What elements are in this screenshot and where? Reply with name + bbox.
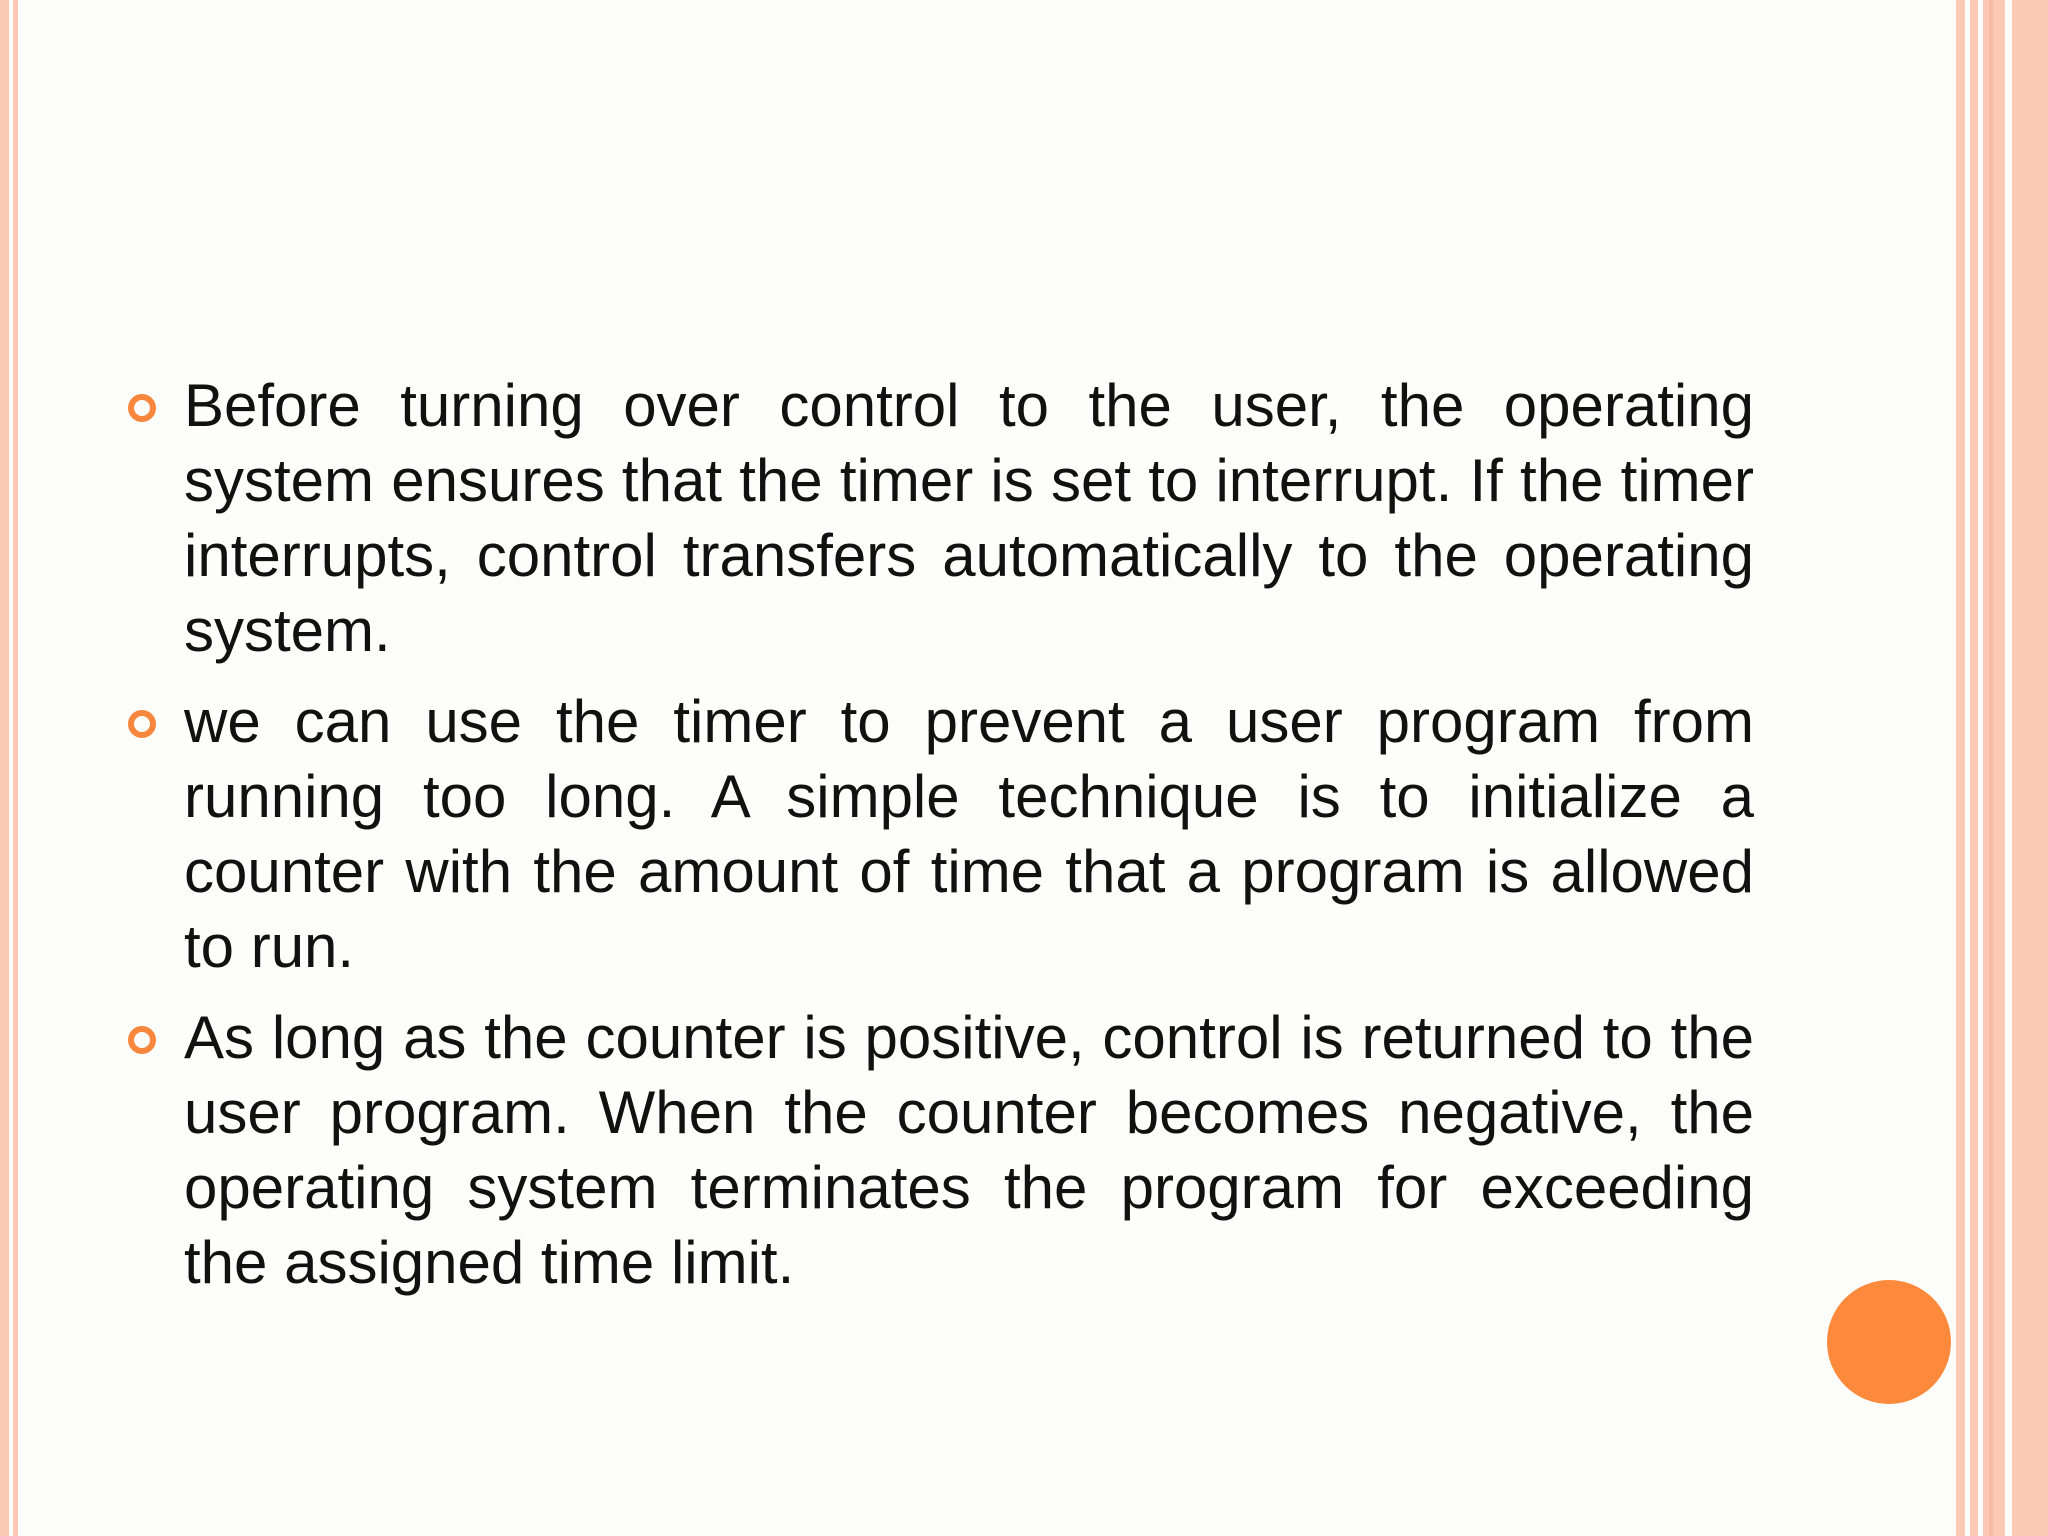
bullet-item [120, 368, 1754, 668]
bullet-text: Before turning over control to the user, the operating system ensures that the timer is set to interrupt. If the timer interrupts, control transfers automatically to the operating system. [184, 372, 1754, 664]
right-stripe-3 [1983, 0, 2005, 1536]
circle-bullet-icon [128, 1026, 156, 1054]
bullet-text: we can use the timer to prevent a user program from running too long. A simple technique is to initialize a counter with the amount of time that a program is allowed to run. [184, 688, 1754, 980]
left-border-stripe [0, 0, 9, 1536]
right-stripe-3-inner [1989, 0, 1993, 1536]
bullet-text: As long as the counter is positive, control is returned to the user program. When the counter becomes negative, the operating system terminates the program for exceeding the assigned time limit. [184, 1004, 1754, 1296]
bullet-item [120, 1000, 1754, 1300]
right-stripe-4 [2012, 0, 2048, 1536]
circle-bullet-icon [128, 710, 156, 738]
right-stripe-1 [1956, 0, 1965, 1536]
slide-body [120, 368, 1754, 1316]
decorative-orange-circle [1827, 1280, 1951, 1404]
right-stripe-2 [1970, 0, 1978, 1536]
bullet-item [120, 684, 1754, 984]
circle-bullet-icon [128, 394, 156, 422]
left-border-stripe-inner [13, 0, 18, 1536]
